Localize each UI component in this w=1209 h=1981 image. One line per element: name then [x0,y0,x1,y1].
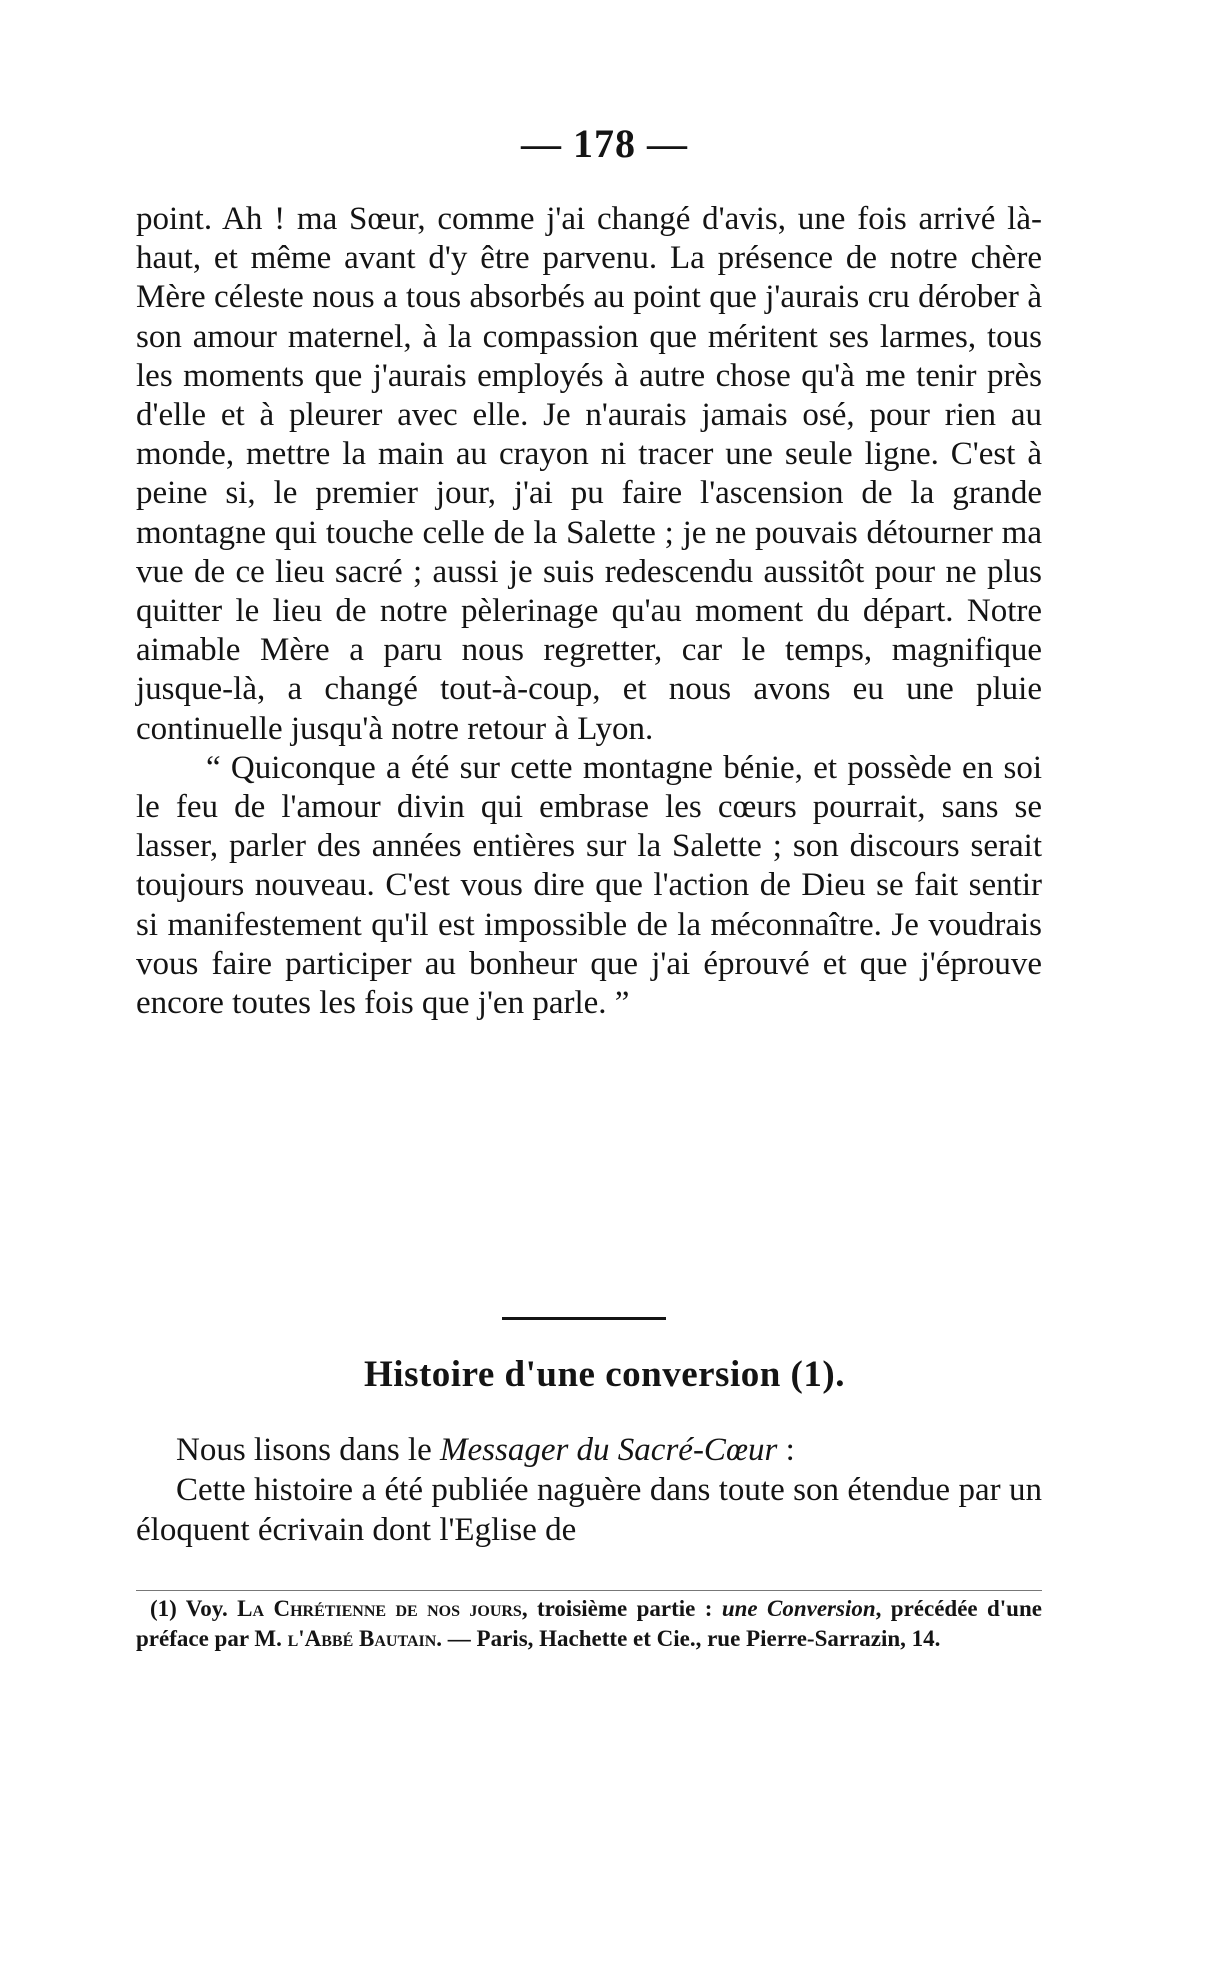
footnote [136,1594,1042,1654]
footnote-divider [136,1590,1042,1591]
intro-text-after: : [777,1432,795,1468]
footnote-marker: (1) [150,1596,177,1621]
section-divider [502,1317,666,1320]
paragraph-letter: point. Ah ! ma Sœur, comme j'ai changé d'avis, une fois arrivé là-haut, et même avant d'y être parvenu. La présence de notre chère Mère céleste nous a tous absorbés au point que j'aurais cru dérober à son amour maternel, à la compassion que méritent ses larmes, tous les moments que j'aurais employés à autre chose qu'à me tenir près d'elle et à pleurer avec elle. Je n'aurais jamais osé, pour rien au monde, mettre la main au crayon ni tracer une seule ligne. C'est à peine si, le premier jour, j'ai pu faire l'ascension de la grande montagne qui touche celle de la Salette ; je ne pouvais détourner ma vue de ce lieu sacré ; aussi je suis redescendu aussitôt pour ne plus quitter le lieu de notre pèlerinage qu'au moment du départ. Notre aimable Mère a paru nous regretter, car le temps, magnifique jusque-là, a changé tout-à-coup, et nous avons eu une pluie continuelle jusqu'à notre retour à Lyon. [136,201,1042,747]
footnote-text-4: . — Paris, Hachette et Cie., rue Pierre-Sarrazin, 14. [436,1626,941,1651]
footnote-text-2: , troisième partie : [521,1596,722,1621]
paragraph-quote: “ Quiconque a été sur cette montagne bénie, et possède en soi le feu de l'amour divin qui embrase les cœurs pourrait, sans se lasser, parler des années entières sur la Salette ; son discours serait toujours nouveau. C'est vous dire que l'action de Dieu se fait sentir si manifestement qu'il est impossible de la méconnaître. Je voudrais vous faire participer au bonheur que j'ai éprouvé et que j'éprouve encore toutes les fois que j'en parle. ” [136,749,1042,1022]
section-body [136,1430,1042,1550]
footnote-text-1: Voy. [176,1596,238,1621]
footnote-book-subtitle: une Conversion [721,1596,876,1621]
intro-text-before: Nous lisons dans le [176,1432,440,1468]
footnote-author: l'Abbé Bautain [287,1626,437,1651]
section-heading: Histoire d'une conversion (1). [364,1354,845,1395]
page-number: — 178 — [521,121,688,166]
section-paragraph: Cette histoire a été publiée naguère dans toute son étendue par un éloquent écrivain dont l'Eglise de [136,1472,1042,1548]
intro-source-title: Messager du Sacré-Cœur [440,1432,778,1468]
intro-line [136,1430,1042,1470]
body-text [136,200,1042,1023]
footnote-book-title: La Chrétienne de nos jours [237,1596,522,1621]
footnote-text-3: , précédée d'une préface par M. [136,1596,1042,1651]
